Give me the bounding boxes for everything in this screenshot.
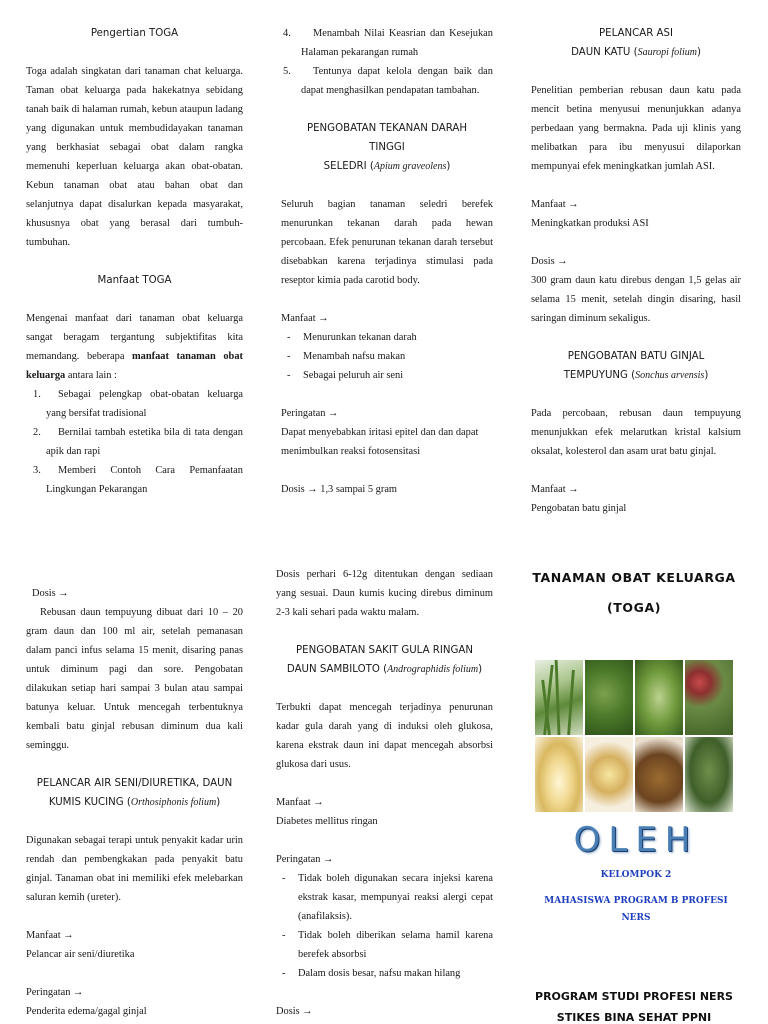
- manfaat-label: Manfaat →: [26, 930, 74, 941]
- manfaat-text: Diabetes mellitus ringan: [276, 816, 378, 827]
- manfaat-label: Manfaat →: [531, 199, 579, 210]
- cover-credits: [531, 870, 741, 923]
- peringatan-label: Peringatan →: [281, 408, 339, 419]
- list-item: - Sebagai peluruh air seni: [287, 370, 404, 381]
- kumis-kucing-paragraph: Digunakan sebagai terapi untuk penyakit kadar urin rendah dan pembengkakan pada penyakit batu ginjal. Tanaman obat ini memiliki efek melebarkan saluran kemih (ureter).: [26, 835, 243, 903]
- cover-panel: [524, 563, 744, 623]
- kelompok-label: KELOMPOK 2: [600, 870, 672, 880]
- panel-pengertian-toga: [26, 24, 243, 499]
- manfaat-list-continued: [281, 24, 493, 100]
- section-title-tekanan-darah: PENGOBATAN TEKANAN DARAH: [306, 123, 468, 134]
- plant-photo-herb: [685, 737, 733, 812]
- list-item: - Menurunkan tekanan darah: [287, 332, 417, 343]
- list-item: - Menambah nafsu makan: [287, 351, 406, 362]
- panel-sambiloto: [276, 565, 493, 1021]
- plant-photo-sliced: [585, 737, 633, 812]
- seledri-paragraph: Seluruh bagian tanaman seledri berefek menurunkan tekanan darah pada hewan percobaan. Efek penurunan tekanan darah tersebut disebabkan karena terjadinya stimulasi pada reseptor kimia pada carotid body.: [281, 199, 493, 286]
- program-studi: PROGRAM STUDI PROFESI NERS: [535, 990, 733, 1003]
- peringatan-text: Dapat menyebabkan iritasi epitel dan dan dapat menimbulkan reaksi fotosensitasi: [281, 427, 479, 457]
- oleh-heading: OLEH: [573, 820, 699, 860]
- dosis-label: Dosis →: [276, 1006, 313, 1017]
- peringatan-items: [276, 869, 493, 983]
- manfaat-intro: [26, 309, 243, 385]
- plant-name-seledri: SELEDRI (Apium graveolens): [323, 161, 451, 172]
- manfaat-items: [281, 328, 493, 385]
- panel-daun-katu: [531, 24, 741, 518]
- list-item: - Tidak boleh digunakan secara injeksi karena ekstrak kasar, mempunyai reaksi alergi cepat (anafilaksis).: [282, 873, 493, 922]
- manfaat-intro-end: antara lain :: [65, 370, 117, 381]
- heading-pengertian: Pengertian TOGA: [90, 28, 179, 39]
- plant-name-tempuyung: TEMPUYUNG (Sonchus arvensis): [563, 370, 709, 381]
- peringatan-label: Peringatan →: [26, 987, 84, 998]
- sambiloto-paragraph: Terbukti dapat mencegah terjadinya penurunan kadar gula darah yang di induksi oleh glukosa, karena ekstrak daun ini dapat mencegah absorbsi glukosa dari usus.: [276, 702, 493, 770]
- panel-kumis-kucing: [26, 584, 243, 1021]
- plant-photo-dried: [635, 737, 683, 812]
- manfaat-intro-bold: manfaat tanaman obat keluarga: [26, 351, 243, 381]
- manfaat-label: Manfaat →: [531, 484, 579, 495]
- program-line-1: MAHASISWA PROGRAM B PROFESI: [544, 896, 728, 906]
- plant-photo-leaves: [535, 660, 583, 735]
- list-item: - Tidak boleh diberikan selama hamil karena berefek absorbsi: [282, 930, 493, 960]
- dosis-label: Dosis →: [32, 588, 69, 599]
- manfaat-intro-text: Mengenai manfaat dari tanaman obat keluarga sangat beragam tergantung subjektifitas kita memandang. beberapa: [26, 313, 243, 362]
- dosis-label: Dosis →: [531, 256, 568, 267]
- dosis-perhari-text: Dosis perhari 6-12g ditentukan dengan sediaan yang sesuai. Daun kumis kucing direbus diminum 2-3 kali sehari pada waktu malam.: [276, 569, 493, 618]
- manfaat-text: Pelancar air seni/diuretika: [26, 949, 135, 960]
- section-title-tinggi: TINGGI: [369, 142, 405, 153]
- dosis-text: Dosis → 1,3 sampai 5 gram: [281, 484, 398, 495]
- dosis-text: 300 gram daun katu direbus dengan 1,5 gelas air selama 15 menit, setelah dingin disaring, hasil saringan diminum sekaligus.: [531, 275, 741, 324]
- plant-photo-collage: [535, 660, 733, 812]
- plant-photo-green: [585, 660, 633, 735]
- list-item: 5. Tentunya dapat kelola dengan baik dan dapat menghasilkan pendapatan tambahan.: [283, 66, 493, 96]
- manfaat-label: Manfaat →: [281, 313, 329, 324]
- list-item: 1. Sebagai pelengkap obat-obatan keluarga yang bersifat tradisional: [33, 389, 243, 419]
- list-item: 4. Menambah Nilai Keasrian dan Kesejukan Halaman pekarangan rumah: [283, 28, 493, 58]
- plant-photo-flower: [685, 660, 733, 735]
- heading-manfaat: Manfaat TOGA: [97, 275, 172, 286]
- list-item: 2. Bernilai tambah estetika bila di tata dengan apik dan rapi: [33, 427, 243, 457]
- manfaat-label: Manfaat →: [276, 797, 324, 808]
- title-batu-ginjal: PENGOBATAN BATU GINJAL: [567, 351, 705, 362]
- cover-subtitle: (TOGA): [606, 600, 662, 615]
- plant-name-daun-katu: DAUN KATU (Sauropi folium): [571, 47, 701, 58]
- manfaat-list: [26, 385, 243, 499]
- title-pelancar-asi: PELANCAR ASI: [599, 28, 673, 39]
- peringatan-text: Penderita edema/gagal ginjal: [26, 1006, 147, 1017]
- cover-footer: [524, 990, 744, 1024]
- stikes-name: STIKES BINA SEHAT PPNI: [556, 1011, 712, 1024]
- title-pelancar-air-seni: PELANCAR AIR SENI/DIURETIKA, DAUN: [36, 778, 233, 789]
- list-item: - Dalam dosis besar, nafsu makan hilang: [282, 968, 461, 979]
- plant-name-sambiloto: DAUN SAMBILOTO (Andrographidis folium): [286, 664, 483, 675]
- plant-photo-root: [535, 737, 583, 812]
- list-item: 3. Memberi Contoh Cara Pemanfaatan Lingkungan Pekarangan: [33, 465, 243, 495]
- peringatan-label: Peringatan →: [276, 854, 334, 865]
- plant-name-kumis-kucing: KUMIS KUCING (Orthosiphonis folium): [48, 797, 221, 808]
- manfaat-text: Meningkatkan produksi ASI: [531, 218, 649, 229]
- pengertian-paragraph: Toga adalah singkatan dari tanaman chat keluarga. Taman obat keluarga pada hakekatnya sebidang tanah baik di halaman rumah, kebun ataupun ladang yang digunakan untuk membudidayakan tanaman yang berkhasiat sebagai obat dalam rangka memenuhi keperluan keluarga akan obat-obatan. Kebun tanaman obat atau bahan obat dan selanjutnya dapat disalurkan kepada masyarakat, khususnya obat yang berasal dari tumbuh-tumbuhan.: [26, 66, 243, 248]
- program-line-2: NERS: [621, 913, 651, 923]
- dosis-text: Rebusan daun tempuyung dibuat dari 10 – 20 gram daun dan 100 ml air, setelah pemanasan dalam panci infus selama 15 menit, disaring panas untuk diminum pagi dan sore. Pengobatan dilakukan setiap hari sampai 3 bulan atau sampai batunya keluar. Untuk mencegah terbentuknya kembali batu ginjal rebusan diminum dua kali seminggu.: [26, 607, 243, 751]
- manfaat-text: Pengobatan batu ginjal: [531, 503, 627, 514]
- daun-katu-paragraph: Penelitian pemberian rebusan daun katu pada mencit betina menyusui menunjukkan adanya perbedaan yang bermakna. Pada uji klinis yang melibatkan para ibu menyusui dilaporkan mempunyai efek meningkatkan jumlah ASI.: [531, 85, 741, 172]
- title-sakit-gula: PENGOBATAN SAKIT GULA RINGAN: [296, 645, 473, 656]
- cover-title: TANAMAN OBAT KELUARGA: [532, 570, 736, 585]
- plant-photo-leaf: [635, 660, 683, 735]
- panel-seledri: [281, 24, 493, 499]
- tempuyung-paragraph: Pada percobaan, rebusan daun tempuyung menunjukkan efek melarutkan kristal kalsium oksalat, kolesterol dan asam urat batu ginjal.: [531, 408, 741, 457]
